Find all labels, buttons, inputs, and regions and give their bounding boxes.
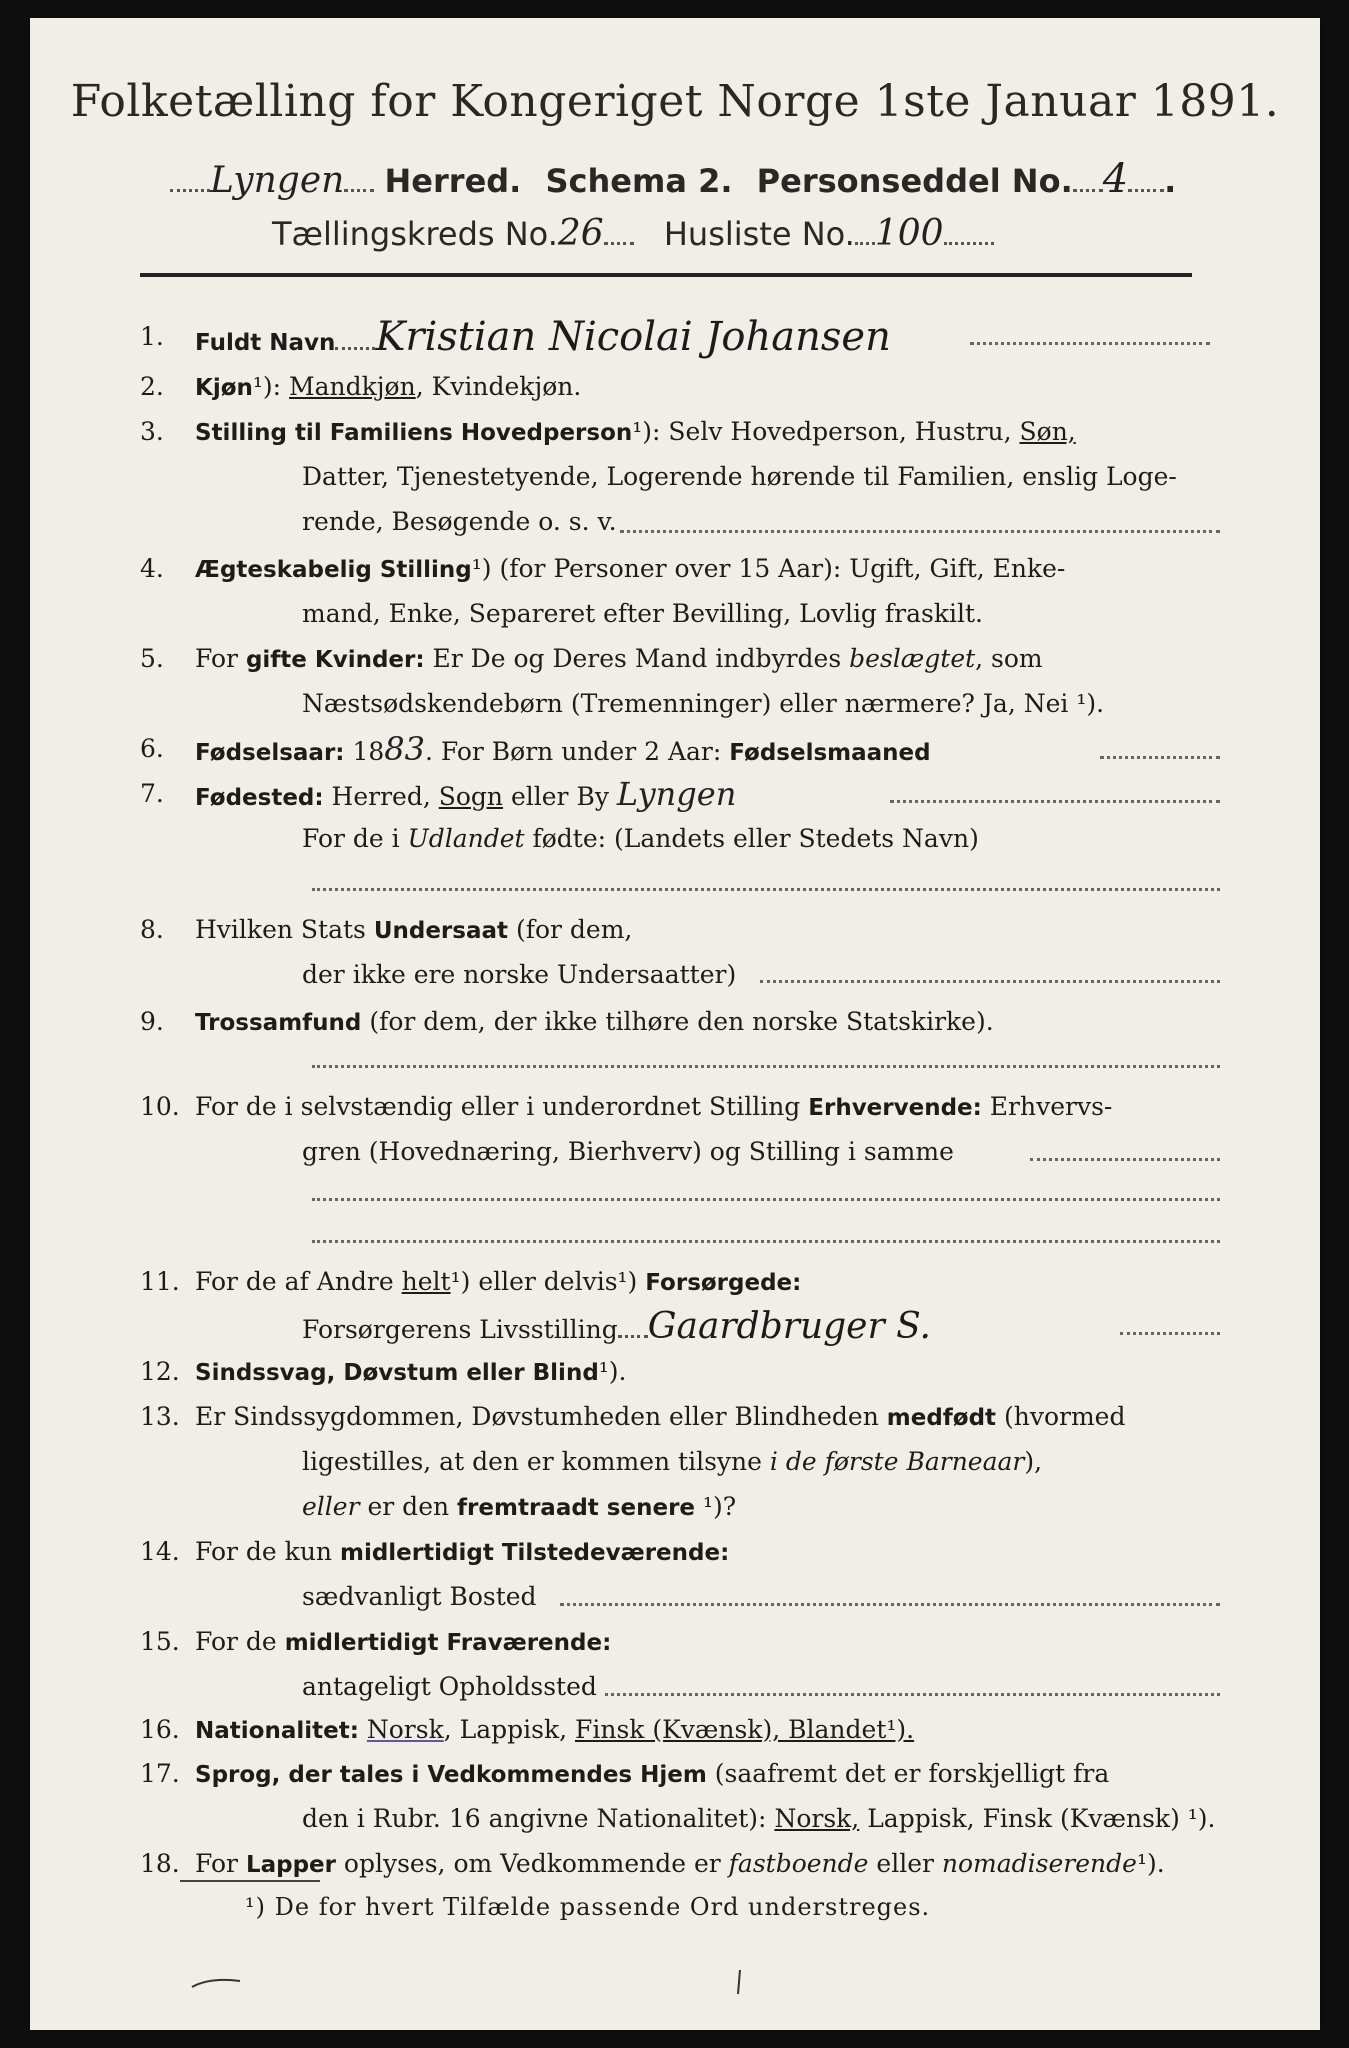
text: Erhvervs- [981,1092,1113,1121]
husliste-value: 100 [874,213,944,254]
row-number: 11. [140,1267,180,1296]
text: ), [1024,1447,1043,1476]
field-label: midlertidigt Fraværende: [284,1630,612,1656]
full-name-value: Kristian Nicolai Johansen [375,314,891,360]
text: For de [195,1627,285,1656]
kreds-label: Tællingskreds No. [272,215,558,253]
row-14-line-2 [302,1583,1349,1611]
option-underlined: Søn, [1019,417,1076,446]
text: . For Børn under 2 Aar: [424,737,730,766]
row-number: 2. [140,372,164,401]
pen-mark [730,1968,750,1998]
row-5-line-2: Næstsødskendebørn (Tremenninger) eller nærmere? Ja, Nei ¹). [302,689,1105,718]
option-text: , Kvindekjøn. [415,372,582,401]
row-number: 8. [140,915,164,944]
text: oplyses, om Vedkommende er [335,1849,729,1878]
text: ¹)? [695,1492,737,1521]
row-13-line-3 [302,1493,1349,1522]
field-label: Fuldt Navn [195,330,336,356]
option-underlined: helt [401,1267,451,1296]
row-4-line-2: mand, Enke, Separeret efter Bevilling, Lovlig fraskilt. [302,599,983,628]
italic-text: Udlandet [407,824,525,853]
italic-text: i de første Barneaar [769,1447,1025,1476]
option-underlined: Norsk [366,1715,444,1744]
row-13-line-2 [302,1448,1349,1476]
row-number: 3. [140,417,164,446]
row-number: 17. [140,1759,180,1788]
row-number: 5. [140,644,164,673]
birthplace-value: Lyngen [616,775,737,813]
option-text: rende, Besøgende o. s. v. [302,507,617,536]
field-label: Fødselsaar: [195,740,345,766]
personseddel-value: 4 [1102,156,1129,202]
option-underlined: Norsk, [774,1804,860,1833]
field-label: Ægteskabelig Stilling [195,557,472,583]
row-17-line-2 [302,1805,1349,1833]
text: , som [975,644,1043,673]
text: den i Rubr. 16 angivne Nationalitet): [302,1804,775,1833]
husliste-label: Husliste No. [663,215,855,253]
field-label: Nationalitet: [195,1718,359,1744]
herred-value: Lyngen [210,160,345,201]
dotted-fill [312,1063,1220,1068]
field-label: Sindssvag, Døvstum [195,1360,459,1386]
field-label: Kjøn [195,375,253,401]
dotted-fill [605,1691,1220,1696]
row-number: 10. [140,1092,180,1121]
dotted-fill [970,340,1210,345]
text: For de i selvstændig eller i underordnet Stilling [195,1092,809,1121]
row-number: 13. [140,1402,180,1431]
field-label: Trossamfund [195,1010,362,1036]
text: , Lappisk, [443,1715,575,1744]
text: For de af Andre [195,1267,402,1296]
option-underlined: Finsk (Kvænsk), Blandet¹). [575,1715,915,1744]
field-label: Fødselsmaaned [729,740,931,766]
provider-occupation-value: Gaardbruger S. [647,1306,931,1347]
italic-text: eller [302,1492,360,1521]
dotted-fill [620,528,1220,533]
text: antageligt Opholdssted [302,1672,597,1701]
header-rule [140,273,1192,277]
text: For de i [302,824,408,853]
text: (hvormed [996,1402,1126,1431]
text: (for dem, [508,915,633,944]
dotted-fill [1120,1330,1220,1335]
field-label: Erhvervende: [808,1095,982,1121]
header-line-kreds [272,213,994,254]
field-label: fremtraadt senere [457,1495,696,1521]
census-form [30,18,1320,2030]
dotted-fill [1030,1156,1220,1161]
option-underlined: Mandkjøn [289,372,416,401]
text: Herred, [323,782,439,811]
text: Forsørgerens Livsstilling [302,1315,618,1344]
row-number: 14. [140,1537,180,1566]
field-label: Undersaat [373,918,508,944]
row-15-line-2 [302,1673,1349,1701]
form-title: Folketælling for Kongeriget Norge 1ste Januar 1891. [70,76,1280,127]
text: Hvilken Stats [195,915,374,944]
footnote: ¹) De for hvert Tilfælde passende Ord understreges. [245,1893,931,1921]
field-label: Forsørgede: [645,1270,802,1296]
text: eller By [503,782,617,811]
row-3-line-2: Datter, Tjenestetyende, Logerende hørende til Familien, enslig Loge- [302,462,1177,491]
text: 18 [344,737,385,766]
row-number: 18. [140,1849,180,1878]
text: Er De og Deres Mand indbyrdes [424,644,850,673]
text: ¹) eller delvis¹) [450,1267,646,1296]
footnote-ref: ¹): [252,372,290,401]
row-11-line-2 [302,1306,1349,1347]
text: fødte: (Landets eller Stedets Navn) [524,824,979,853]
dotted-fill [560,1601,1220,1606]
footnote-rule [180,1880,320,1882]
dotted-fill [890,798,1220,803]
italic-text: nomadiserende [941,1849,1137,1878]
text: For [195,1849,246,1878]
text: ligestilles, at den er kommen tilsyne [302,1447,770,1476]
row-number: 7. [140,779,164,808]
text: (for dem, der ikke tilhøre den norske Statskirke). [361,1007,994,1036]
field-label: medfødt [886,1405,997,1431]
row-number: 15. [140,1627,180,1656]
field-label: Sprog, der tales i Vedkommendes Hjem [195,1762,707,1788]
text: eller [458,1360,533,1386]
row-number: 1. [140,322,164,351]
birth-year-value: 83 [384,730,425,768]
row-number: 4. [140,554,164,583]
field-label: Blind [532,1360,599,1386]
row-10-line-2: gren (Hovednæring, Bierhverv) og Stilling i samme [302,1137,954,1166]
dotted-fill [760,978,1220,983]
italic-text: beslægtet [849,644,976,673]
row-number: 6. [140,734,164,763]
text: sædvanligt Bosted [302,1582,537,1611]
field-label: Stilling til Familiens Hovedperson [195,420,633,446]
text: ¹). [598,1357,627,1386]
personseddel-label: Personseddel No. [756,162,1073,200]
text: Lappisk, Finsk (Kvænsk) ¹). [859,1804,1216,1833]
row-number: 9. [140,1007,164,1036]
italic-text: fastboende [728,1849,869,1878]
field-label: gifte Kvinder: [245,647,425,673]
dotted-fill [312,886,1220,891]
row-number: 12. [140,1357,180,1386]
option-text: ¹) (for Personer over 15 Aar): Ugift, Gift, Enke- [471,554,1066,583]
text: For de kun [195,1537,340,1566]
pen-mark [190,1973,250,1993]
row-7-line-2 [302,825,1349,853]
row-8-line-2: der ikke ere norske Undersaatter) [302,960,737,989]
text: eller [868,1849,942,1878]
field-label: Fødested: [195,785,324,811]
text: Er Sindssygdommen, Døvstumheden eller Blindheden [195,1402,887,1431]
option-underlined: Sogn [438,782,504,811]
kreds-value: 26 [557,213,604,254]
text: For [195,644,246,673]
text: (saafremt det er forskjelligt fra [706,1759,1110,1788]
row-number: 16. [140,1715,180,1744]
dotted-fill [1100,754,1220,759]
herred-label: Herred. [384,162,522,200]
header-line-herred: Lyngen Herred. Schema 2. Personseddel No. 4 . [170,156,1176,202]
field-label: Lapper [245,1852,336,1878]
schema-label: Schema 2. [545,162,733,200]
text: er den [359,1492,458,1521]
field-label: midlertidigt Tilstedeværende: [339,1540,730,1566]
option-text: ¹): Selv Hovedperson, Hustru, [632,417,1020,446]
text: ¹). [1136,1849,1165,1878]
dotted-fill [312,1238,1220,1243]
dotted-fill [312,1196,1220,1201]
